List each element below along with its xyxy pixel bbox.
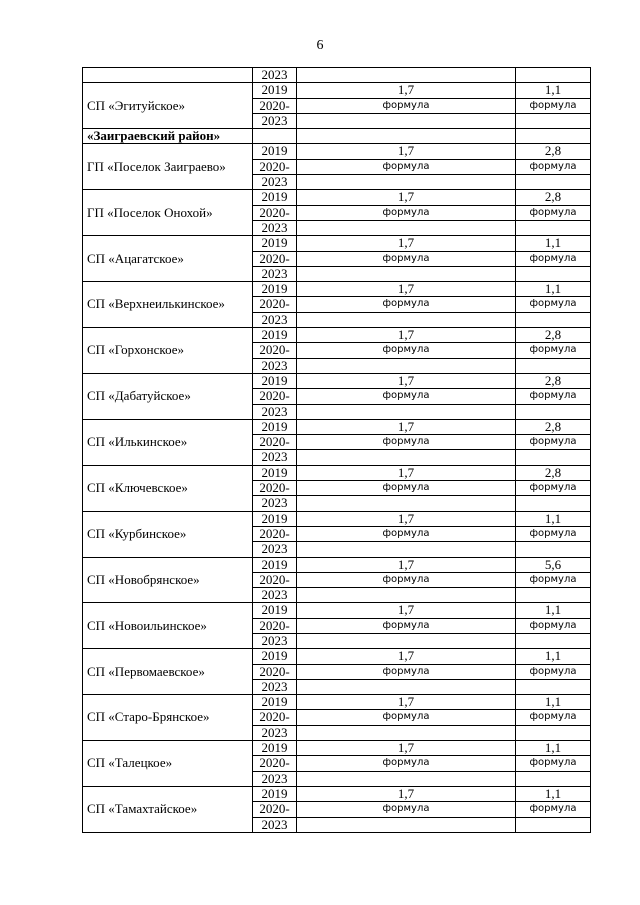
value-cell — [297, 358, 516, 373]
value-cell: 5,6 — [516, 557, 591, 572]
year-cell: 2020- — [253, 802, 297, 817]
year-cell: 2023 — [253, 175, 297, 190]
value-cell — [516, 113, 591, 128]
year-cell: 2020- — [253, 664, 297, 679]
table-row — [83, 695, 591, 710]
settlement-name: ГП «Поселок Заиграево» — [83, 144, 253, 190]
table-row — [83, 373, 591, 388]
settlement-name: СП «Эгитуйское» — [83, 83, 253, 129]
value-cell — [297, 129, 516, 144]
year-cell: 2019 — [253, 695, 297, 710]
value-cell: 1,7 — [297, 649, 516, 664]
formula-cell: формула — [297, 205, 516, 220]
value-cell: 2,8 — [516, 328, 591, 343]
value-cell — [516, 129, 591, 144]
year-cell: 2020- — [253, 343, 297, 358]
value-cell: 1,7 — [297, 144, 516, 159]
settlement-name: СП «Курбинское» — [83, 511, 253, 557]
value-cell — [516, 542, 591, 557]
value-cell — [516, 68, 591, 83]
year-cell: 2020- — [253, 98, 297, 113]
table-row — [83, 282, 591, 297]
value-cell — [297, 312, 516, 327]
value-cell: 1,7 — [297, 511, 516, 526]
value-cell: 1,1 — [516, 236, 591, 251]
table-row — [83, 129, 591, 144]
value-cell — [516, 358, 591, 373]
year-cell: 2023 — [253, 450, 297, 465]
year-cell: 2023 — [253, 588, 297, 603]
year-cell: 2019 — [253, 419, 297, 434]
formula-cell: формула — [516, 297, 591, 312]
formula-cell: формула — [516, 389, 591, 404]
year-cell: 2019 — [253, 786, 297, 801]
year-cell: 2023 — [253, 68, 297, 83]
value-cell — [516, 312, 591, 327]
value-cell — [516, 771, 591, 786]
formula-cell: формула — [297, 98, 516, 113]
value-cell: 1,7 — [297, 83, 516, 98]
formula-cell: формула — [516, 205, 591, 220]
formula-cell: формула — [297, 756, 516, 771]
formula-cell: формула — [297, 389, 516, 404]
year-cell: 2020- — [253, 710, 297, 725]
value-cell — [516, 679, 591, 694]
value-cell: 1,1 — [516, 511, 591, 526]
value-cell — [297, 588, 516, 603]
page-number: 6 — [316, 38, 324, 53]
year-cell: 2019 — [253, 83, 297, 98]
settlement-name: СП «Верхнеилькинское» — [83, 282, 253, 328]
formula-cell: формула — [516, 618, 591, 633]
value-cell — [516, 450, 591, 465]
year-cell: 2019 — [253, 557, 297, 572]
district-name: «Заиграевский район» — [83, 129, 253, 144]
formula-cell: формула — [297, 526, 516, 541]
table-row — [83, 511, 591, 526]
value-cell: 2,8 — [516, 190, 591, 205]
value-cell — [516, 220, 591, 235]
value-cell: 1,1 — [516, 282, 591, 297]
year-cell: 2020- — [253, 481, 297, 496]
value-cell — [297, 68, 516, 83]
value-cell: 1,7 — [297, 741, 516, 756]
settlement-name: СП «Илькинское» — [83, 419, 253, 465]
year-cell: 2020- — [253, 389, 297, 404]
settlement-name: СП «Старо-Брянское» — [83, 695, 253, 741]
year-cell: 2020- — [253, 526, 297, 541]
formula-cell: формула — [516, 343, 591, 358]
value-cell: 1,7 — [297, 282, 516, 297]
formula-cell: формула — [297, 251, 516, 266]
year-cell: 2020- — [253, 435, 297, 450]
formula-cell: формула — [516, 664, 591, 679]
year-cell: 2019 — [253, 511, 297, 526]
table-row — [83, 328, 591, 343]
year-cell: 2019 — [253, 282, 297, 297]
value-cell — [297, 633, 516, 648]
value-cell — [297, 771, 516, 786]
value-cell — [516, 633, 591, 648]
year-cell: 2023 — [253, 725, 297, 740]
year-cell: 2023 — [253, 312, 297, 327]
value-cell: 1,7 — [297, 236, 516, 251]
year-cell: 2020- — [253, 572, 297, 587]
settlement-name: СП «Новоильинское» — [83, 603, 253, 649]
formula-cell: формула — [297, 618, 516, 633]
value-cell: 1,7 — [297, 465, 516, 480]
settlement-name: СП «Новобрянское» — [83, 557, 253, 603]
formula-cell: формула — [516, 572, 591, 587]
year-cell: 2020- — [253, 297, 297, 312]
value-cell — [516, 588, 591, 603]
year-cell: 2019 — [253, 373, 297, 388]
formula-cell: формула — [297, 481, 516, 496]
value-cell: 1,7 — [297, 373, 516, 388]
tariff-table — [82, 67, 591, 833]
formula-cell: формула — [516, 802, 591, 817]
year-cell: 2019 — [253, 144, 297, 159]
value-cell: 2,8 — [516, 465, 591, 480]
year-cell: 2023 — [253, 633, 297, 648]
formula-cell: формула — [516, 251, 591, 266]
formula-cell: формула — [516, 756, 591, 771]
formula-cell: формула — [516, 435, 591, 450]
year-cell: 2019 — [253, 603, 297, 618]
value-cell — [516, 725, 591, 740]
formula-cell: формула — [516, 481, 591, 496]
value-cell: 2,8 — [516, 373, 591, 388]
year-cell: 2023 — [253, 266, 297, 281]
value-cell: 1,7 — [297, 786, 516, 801]
value-cell — [297, 175, 516, 190]
value-cell: 2,8 — [516, 144, 591, 159]
table-row — [83, 68, 591, 83]
value-cell: 1,1 — [516, 741, 591, 756]
table-row — [83, 786, 591, 801]
name-cell — [83, 68, 253, 83]
formula-cell: формула — [516, 98, 591, 113]
value-cell — [516, 496, 591, 511]
value-cell — [297, 725, 516, 740]
value-cell: 2,8 — [516, 419, 591, 434]
settlement-name: СП «Ключевское» — [83, 465, 253, 511]
year-cell: 2023 — [253, 404, 297, 419]
table-row — [83, 83, 591, 98]
year-cell: 2023 — [253, 113, 297, 128]
value-cell: 1,7 — [297, 557, 516, 572]
formula-cell: формула — [297, 572, 516, 587]
table-row — [83, 649, 591, 664]
value-cell — [297, 679, 516, 694]
settlement-name: СП «Тамахтайское» — [83, 786, 253, 832]
value-cell — [297, 404, 516, 419]
value-cell — [516, 175, 591, 190]
value-cell: 1,1 — [516, 786, 591, 801]
year-cell: 2023 — [253, 220, 297, 235]
formula-cell: формула — [297, 159, 516, 174]
table-row — [83, 419, 591, 434]
year-cell: 2019 — [253, 741, 297, 756]
formula-cell: формула — [516, 526, 591, 541]
year-cell — [253, 129, 297, 144]
settlement-name: СП «Первомаевское» — [83, 649, 253, 695]
year-cell: 2020- — [253, 756, 297, 771]
table-row — [83, 190, 591, 205]
formula-cell: формула — [297, 343, 516, 358]
year-cell: 2023 — [253, 542, 297, 557]
value-cell — [297, 266, 516, 281]
year-cell: 2019 — [253, 328, 297, 343]
value-cell: 1,1 — [516, 603, 591, 618]
formula-cell: формула — [516, 159, 591, 174]
value-cell — [516, 404, 591, 419]
value-cell: 1,7 — [297, 190, 516, 205]
year-cell: 2020- — [253, 251, 297, 266]
table-row — [83, 603, 591, 618]
year-cell: 2023 — [253, 496, 297, 511]
formula-cell: формула — [297, 435, 516, 450]
settlement-name: СП «Ацагатское» — [83, 236, 253, 282]
settlement-name: СП «Горхонское» — [83, 328, 253, 374]
settlement-name: СП «Дабатуйское» — [83, 373, 253, 419]
table-row — [83, 741, 591, 756]
formula-cell: формула — [297, 297, 516, 312]
value-cell: 1,1 — [516, 83, 591, 98]
year-cell: 2020- — [253, 205, 297, 220]
value-cell — [297, 496, 516, 511]
value-cell: 1,7 — [297, 419, 516, 434]
settlement-name: ГП «Поселок Онохой» — [83, 190, 253, 236]
value-cell — [516, 266, 591, 281]
value-cell — [297, 220, 516, 235]
value-cell — [297, 113, 516, 128]
year-cell: 2020- — [253, 618, 297, 633]
table-row — [83, 144, 591, 159]
table-row — [83, 465, 591, 480]
table-row — [83, 236, 591, 251]
value-cell: 1,7 — [297, 328, 516, 343]
value-cell — [516, 817, 591, 832]
value-cell — [297, 542, 516, 557]
year-cell: 2023 — [253, 358, 297, 373]
formula-cell: формула — [297, 802, 516, 817]
value-cell: 1,7 — [297, 695, 516, 710]
value-cell: 1,1 — [516, 649, 591, 664]
formula-cell: формула — [297, 710, 516, 725]
year-cell: 2019 — [253, 236, 297, 251]
year-cell: 2023 — [253, 817, 297, 832]
year-cell: 2023 — [253, 679, 297, 694]
year-cell: 2019 — [253, 649, 297, 664]
formula-cell: формула — [297, 664, 516, 679]
settlement-name: СП «Талецкое» — [83, 741, 253, 787]
value-cell: 1,1 — [516, 695, 591, 710]
formula-cell: формула — [516, 710, 591, 725]
table-row — [83, 557, 591, 572]
year-cell: 2019 — [253, 465, 297, 480]
year-cell: 2023 — [253, 771, 297, 786]
year-cell: 2019 — [253, 190, 297, 205]
value-cell: 1,7 — [297, 603, 516, 618]
year-cell: 2020- — [253, 159, 297, 174]
value-cell — [297, 817, 516, 832]
value-cell — [297, 450, 516, 465]
